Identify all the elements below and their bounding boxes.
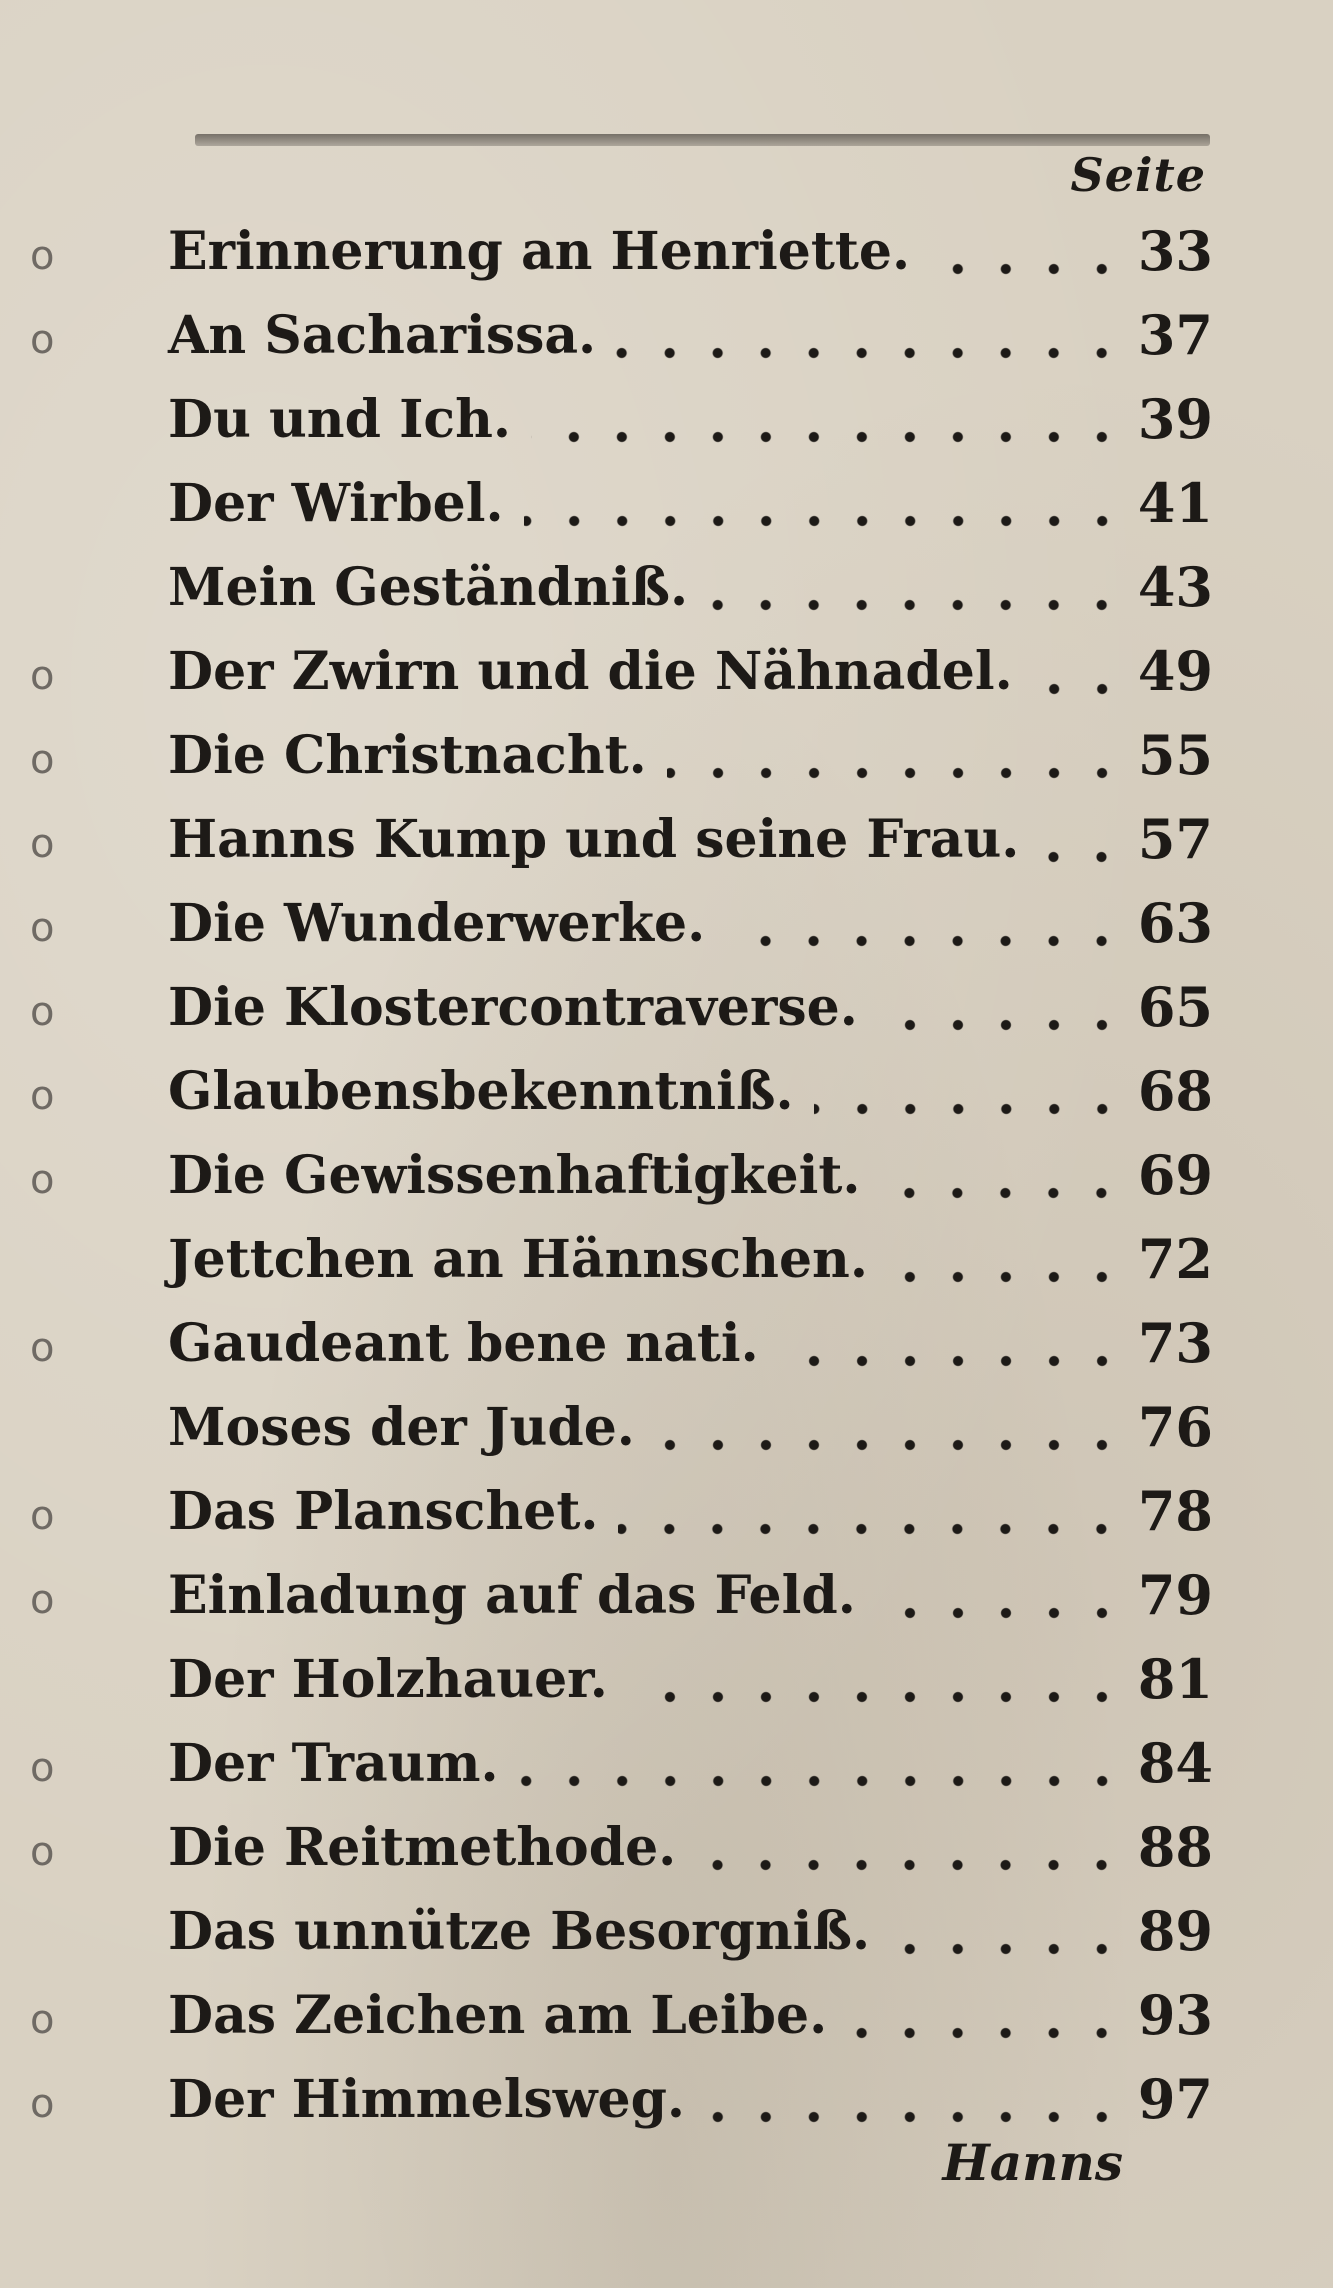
margin-mark: o	[30, 1073, 55, 1119]
margin-mark: o	[30, 1493, 55, 1539]
entry-title: Der Himmelsweg.	[168, 2069, 686, 2130]
toc-entry	[0, 215, 1333, 299]
margin-mark: o	[30, 989, 55, 1035]
entry-title: Der Holzhauer.	[168, 1649, 608, 1710]
toc-entry	[0, 1139, 1333, 1223]
dot-leader	[655, 1439, 1126, 1451]
entry-page-number: 88	[1137, 1815, 1213, 1879]
margin-mark: o	[30, 233, 55, 279]
entry-title: Mein Geständniß.	[168, 557, 689, 618]
entry-page-number: 39	[1137, 387, 1213, 451]
toc-entry	[0, 1223, 1333, 1307]
catchword: Hanns	[942, 2133, 1123, 2192]
dot-leader	[628, 1691, 1126, 1703]
toc-entry	[0, 1559, 1333, 1643]
toc-entry	[0, 719, 1333, 803]
entry-page-number: 55	[1137, 723, 1213, 787]
toc-entry	[0, 551, 1333, 635]
dot-leader	[814, 1103, 1126, 1115]
table-of-contents	[0, 215, 1333, 2147]
entry-title: Der Wirbel.	[168, 473, 504, 534]
dot-leader	[705, 2111, 1126, 2123]
dot-leader	[779, 1355, 1126, 1367]
toc-entry	[0, 803, 1333, 887]
dot-leader	[876, 1607, 1126, 1619]
entry-page-number: 68	[1137, 1059, 1213, 1123]
header-rule	[195, 134, 1210, 146]
dot-leader	[531, 431, 1126, 443]
dot-leader	[878, 1019, 1126, 1031]
dot-leader	[1033, 683, 1126, 695]
toc-entry	[0, 1979, 1333, 2063]
entry-page-number: 76	[1137, 1395, 1213, 1459]
toc-entry	[0, 887, 1333, 971]
dot-leader	[616, 347, 1126, 359]
margin-mark: o	[30, 1325, 55, 1371]
toc-entry	[0, 971, 1333, 1055]
entry-title: Du und Ich.	[168, 389, 511, 450]
entry-title: Gaudeant bene nati.	[168, 1313, 759, 1374]
entry-page-number: 84	[1137, 1731, 1213, 1795]
entry-title: Die Gewissenhaftigkeit.	[168, 1145, 861, 1206]
entry-title: Der Traum.	[168, 1733, 499, 1794]
toc-entry	[0, 299, 1333, 383]
entry-page-number: 41	[1137, 471, 1213, 535]
entry-page-number: 81	[1137, 1647, 1213, 1711]
margin-mark: o	[30, 1157, 55, 1203]
dot-leader	[890, 1943, 1126, 1955]
margin-mark: o	[30, 1997, 55, 2043]
entry-page-number: 63	[1137, 891, 1213, 955]
dot-leader	[524, 515, 1126, 527]
entry-title: Das unnütze Besorgniß.	[168, 1901, 871, 1962]
entry-title: Einladung auf das Feld.	[168, 1565, 856, 1626]
entry-page-number: 78	[1137, 1479, 1213, 1543]
entry-page-number: 97	[1137, 2067, 1213, 2131]
entry-title: Die Wunderwerke.	[168, 893, 706, 954]
entry-page-number: 93	[1137, 1983, 1213, 2047]
margin-mark: o	[30, 317, 55, 363]
entry-title: Die Christnacht.	[168, 725, 647, 786]
dot-leader	[930, 263, 1126, 275]
toc-entry	[0, 1391, 1333, 1475]
toc-entry	[0, 2063, 1333, 2147]
entry-title: An Sacharissa.	[168, 305, 597, 366]
dot-leader	[880, 1187, 1125, 1199]
margin-mark: o	[30, 821, 55, 867]
entry-title: Die Reitmethode.	[168, 1817, 677, 1878]
margin-mark: o	[30, 1829, 55, 1875]
entry-title: Glaubensbekenntniß.	[168, 1061, 794, 1122]
dot-leader	[696, 1859, 1126, 1871]
entry-page-number: 57	[1137, 807, 1213, 871]
entry-page-number: 89	[1137, 1899, 1213, 1963]
toc-entry	[0, 1475, 1333, 1559]
entry-page-number: 65	[1137, 975, 1213, 1039]
entry-page-number: 43	[1137, 555, 1213, 619]
entry-title: Der Zwirn und die Nähnadel.	[168, 641, 1013, 702]
entry-title: Erinnerung an Henriette.	[168, 221, 911, 282]
dot-leader	[618, 1523, 1125, 1535]
toc-entry	[0, 1811, 1333, 1895]
entry-page-number: 79	[1137, 1563, 1213, 1627]
toc-entry	[0, 467, 1333, 551]
dot-leader	[725, 935, 1126, 947]
margin-mark: o	[30, 1577, 55, 1623]
entry-title: Die Klostercontraverse.	[168, 977, 858, 1038]
toc-entry	[0, 1727, 1333, 1811]
toc-entry	[0, 1307, 1333, 1391]
dot-leader	[888, 1271, 1126, 1283]
entry-page-number: 37	[1137, 303, 1213, 367]
margin-mark: o	[30, 653, 55, 699]
margin-mark: o	[30, 737, 55, 783]
entry-page-number: 33	[1137, 219, 1213, 283]
margin-mark: o	[30, 1745, 55, 1791]
dot-leader	[708, 599, 1126, 611]
toc-entry	[0, 635, 1333, 719]
page-column-label: Seite	[1070, 148, 1206, 202]
dot-leader	[847, 2027, 1126, 2039]
toc-entry	[0, 383, 1333, 467]
entry-page-number: 69	[1137, 1143, 1213, 1207]
margin-mark: o	[30, 905, 55, 951]
toc-entry	[0, 1643, 1333, 1727]
dot-leader	[1039, 851, 1125, 863]
dot-leader	[519, 1775, 1126, 1787]
margin-mark: o	[30, 2081, 55, 2127]
entry-page-number: 49	[1137, 639, 1213, 703]
entry-title: Das Zeichen am Leibe.	[168, 1985, 828, 2046]
entry-title: Hanns Kump und seine Frau.	[168, 809, 1020, 870]
entry-title: Jettchen an Hännschen.	[168, 1229, 868, 1290]
toc-entry	[0, 1055, 1333, 1139]
toc-entry	[0, 1895, 1333, 1979]
entry-page-number: 73	[1137, 1311, 1213, 1375]
entry-title: Moses der Jude.	[168, 1397, 635, 1458]
entry-title: Das Planschet.	[168, 1481, 599, 1542]
dot-leader	[667, 767, 1126, 779]
entry-page-number: 72	[1137, 1227, 1213, 1291]
